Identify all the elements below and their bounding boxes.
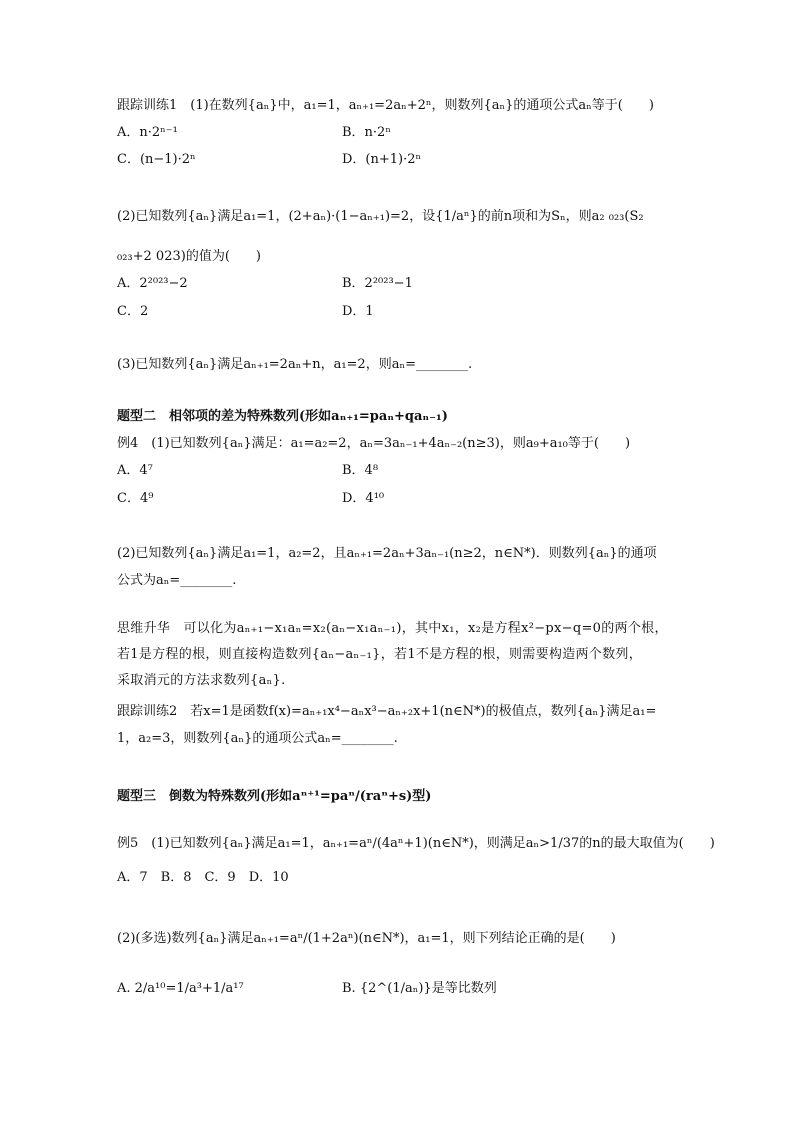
example-4-question-2-line1: (2)已知数列{aₙ}满足a₁=1，a₂=2，且aₙ₊₁=2aₙ+3aₙ₋₁(n≥2，n∈N*)．则数列{aₙ}的通项 [117,546,657,561]
example-4-question-2-line2: 公式为aₙ=________. [117,573,237,588]
option-b: B．2²⁰²³−1 [342,276,413,291]
option-d: D．1 [342,304,374,319]
option-d: D．(n+1)·2ⁿ [342,152,422,167]
option-b: B．n·2ⁿ [342,125,391,140]
thinking-note-line1: 思维升华 可以化为aₙ₊₁−x₁aₙ=x₂(aₙ−x₁aₙ₋₁)，其中x₁，x₂是方程x²−px−q=0的两个根， [117,621,668,636]
example-5-question-1: 例5 (1)已知数列{aₙ}满足a₁=1，aₙ₊₁=aⁿ/(4aⁿ+1)(n∈N*)，则满足aₙ>1/37的n的最大取值为( ) [117,836,715,851]
option-c: C．4⁹ [117,491,154,506]
option-a: A．2²⁰²³−2 [117,276,188,291]
option-b: B. {2^(1/aₙ)}是等比数列 [342,981,497,996]
section-title-2: 题型二 相邻项的差为特殊数列(形如aₙ₊₁=paₙ+qaₙ₋₁) [117,409,448,424]
track1-question-1: 跟踪训练1 (1)在数列{aₙ}中，a₁=1，aₙ₊₁=2aₙ+2ⁿ，则数列{aₙ}的通项公式aₙ等于( ) [117,98,654,113]
thinking-note-line3: 采取消元的方法求数列{aₙ}. [117,673,286,688]
example-4-question-1: 例4 (1)已知数列{aₙ}满足：a₁=a₂=2，aₙ=3aₙ₋₁+4aₙ₋₂(n≥3)，则a₉+a₁₀等于( ) [117,436,631,451]
track1-question-2-line2: ₀₂₃+2 023)的值为( ) [117,249,261,264]
option-c: C．(n−1)·2ⁿ [117,152,196,167]
option-a: A. 2/a¹⁰=1/a³+1/a¹⁷ [117,981,244,996]
example-5-question-2: (2)(多选)数列{aₙ}满足aₙ₊₁=aⁿ/(1+2aⁿ)(n∈N*)，a₁=1，则下列结论正确的是( ) [117,931,616,946]
option-b: B．4⁸ [342,463,379,478]
example-5-options: A．7 B．8 C．9 D．10 [117,870,289,885]
track1-question-2-line1: (2)已知数列{aₙ}满足a₁=1，(2+aₙ)·(1−aₙ₊₁)=2，设{1/aⁿ}的前n项和为Sₙ，则a₂ ₀₂₃(S₂ [117,209,644,224]
option-a: A．n·2ⁿ⁻¹ [117,125,178,140]
option-a: A．4⁷ [117,463,153,478]
thinking-note-line2: 若1是方程的根，则直接构造数列{aₙ−aₙ₋₁}，若1不是方程的根，则需要构造两个数列， [117,647,642,662]
section-title-3: 题型三 倒数为特殊数列(形如aⁿ⁺¹=paⁿ/(raⁿ+s)型) [117,789,432,804]
track1-question-3: (3)已知数列{aₙ}满足aₙ₊₁=2aₙ+n，a₁=2，则aₙ=________. [117,357,473,372]
track2-line1: 跟踪训练2 若x=1是函数f(x)=aₙ₊₁x⁴−aₙx³−aₙ₊₂x+1(n∈N*)的极值点，数列{aₙ}满足a₁= [117,704,657,719]
option-d: D．4¹⁰ [342,491,385,506]
track2-line2: 1，a₂=3，则数列{aₙ}的通项公式aₙ=________. [117,731,398,746]
option-c: C．2 [117,304,149,319]
